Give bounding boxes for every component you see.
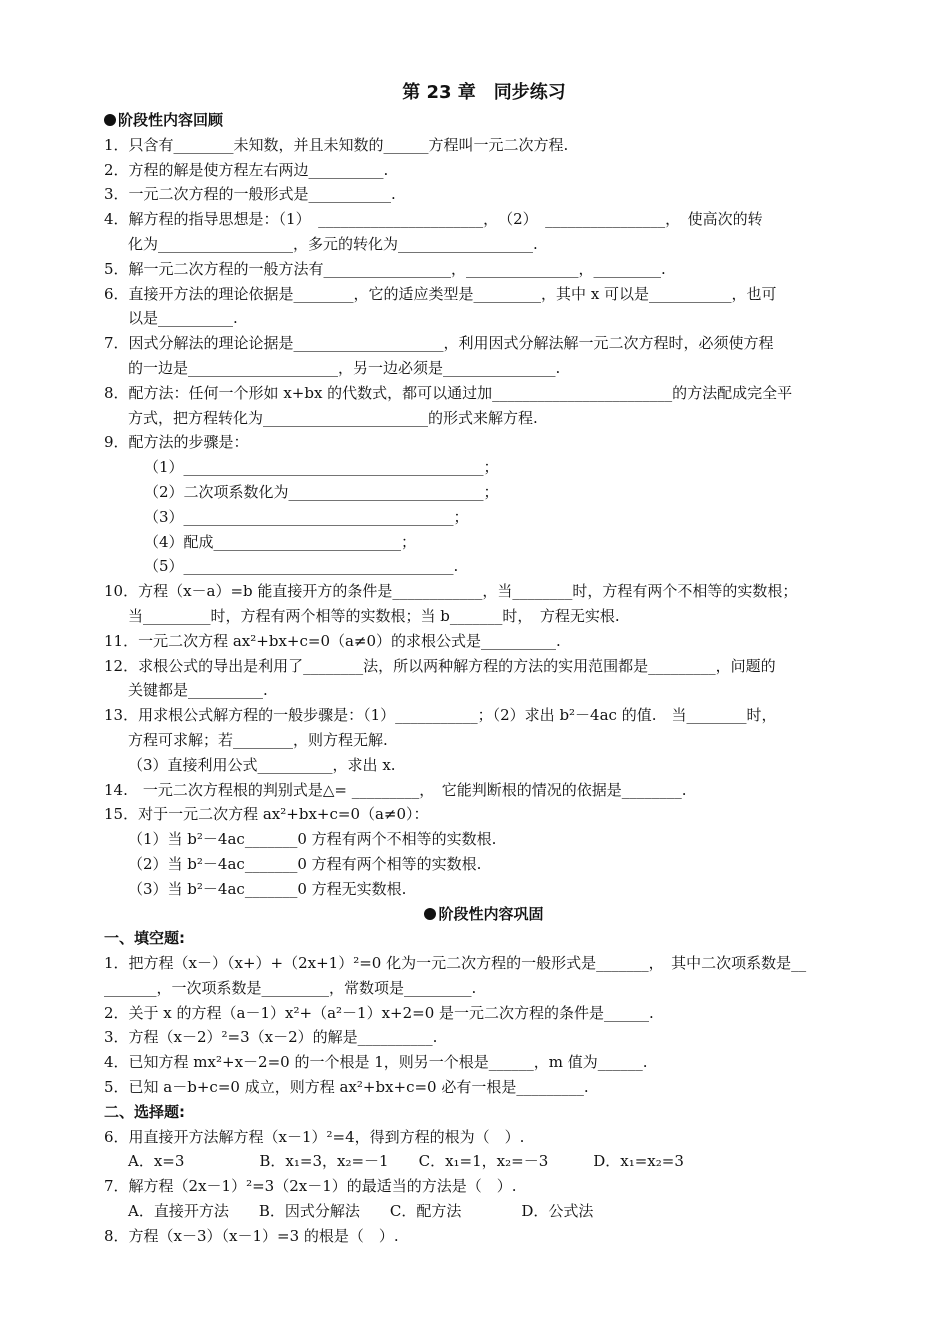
question-line: 化为__________________，多元的转化为__________________.	[128, 234, 538, 253]
step-line: （3）当 b²－4ac_______0 方程无实数根.	[128, 879, 407, 898]
page-title: 第 23 章 同步练习	[402, 82, 566, 103]
question-line: 7．解方程（2x－1）²=3（2x－1）的最适当的方法是（ ）.	[104, 1177, 517, 1196]
question-line: 2．关于 x 的方程（a－1）x²+（a²－1）x+2=0 是一元二次方程的条件是______.	[104, 1003, 654, 1022]
question-line: 11．一元二次方程 ax²+bx+c=0（a≠0）的求根公式是__________.	[104, 631, 561, 650]
question-line: 当_________时，方程有两个相等的实数根；当 b_______时， 方程无实根.	[128, 606, 620, 625]
question-line: （3）直接利用公式__________，求出 x.	[128, 755, 396, 774]
step-line: （2）二次项系数化为__________________________；	[144, 482, 499, 501]
question-line: 10．方程（x－a）=b 能直接开方的条件是____________，当________时，方程有两个不相等的实数根；	[104, 582, 798, 601]
question-line: 4．解方程的指导思想是：（1） ______________________， （2） ________________， 使高次的转	[104, 210, 763, 229]
section-heading-choice: 二、选择题:	[104, 1102, 185, 1121]
step-line: （1）当 b²－4ac_______0 方程有两个不相等的实数根.	[128, 830, 497, 849]
step-line: （3）____________________________________；	[144, 507, 469, 526]
question-line: 8．方程（x－3）（x－1）=3 的根是（ ）.	[104, 1226, 399, 1245]
step-line: （1）________________________________________；	[144, 458, 499, 477]
question-line: 6．用直接开方法解方程（x－1）²=4，得到方程的根为（ ）.	[104, 1127, 525, 1146]
step-line: （4）配成_________________________；	[144, 532, 417, 551]
question-line: 1．把方程（x－）（x+）+（2x+1）²=0 化为一元二次方程的一般形式是_______， 其中二次项系数是__	[104, 954, 807, 973]
options-line: A．直接开方法 B．因式分解法 C．配方法 D．公式法	[128, 1202, 594, 1221]
bullet-dot-icon	[104, 114, 116, 126]
question-line: 13．用求根公式解方程的一般步骤是：（1）___________；（2）求出 b²－4ac 的值. 当________时，	[104, 706, 777, 725]
question-line: 以是__________.	[128, 309, 238, 328]
question-line: 关键都是__________.	[128, 681, 268, 700]
question-line: 7．因式分解法的理论论据是____________________，利用因式分解法解一元二次方程时，必须使方程	[104, 334, 774, 353]
question-line: 2．方程的解是使方程左右两边__________.	[104, 160, 389, 179]
question-line: 6．直接开方法的理论依据是________，它的适应类型是_________，其中 x 可以是___________，也可	[104, 284, 777, 303]
question-line: _______，一次项系数是_________，常数项是_________.	[104, 978, 477, 997]
question-line: 的一边是____________________，另一边必须是_______________.	[128, 358, 561, 377]
question-line: 9．配方法的步骤是：	[104, 433, 249, 452]
step-line: （5）____________________________________.	[144, 557, 459, 576]
question-line: 方程可求解；若________，则方程无解.	[128, 730, 388, 749]
question-line: 15．对于一元二次方程 ax²+bx+c=0（a≠0）：	[104, 805, 429, 824]
question-line: 8．配方法：任何一个形如 x+bx 的代数式，都可以通过加________________________的方法配成完全平	[104, 383, 793, 402]
question-line: 4．已知方程 mx²+x－2=0 的一个根是 1，则另一个根是______，m 值为______.	[104, 1053, 648, 1072]
section-heading-consolidate: 阶段性内容巩固	[104, 902, 864, 927]
section-heading-fill: 一、填空题:	[104, 929, 185, 948]
question-line: 5．已知 a－b+c=0 成立，则方程 ax²+bx+c=0 必有一根是_________.	[104, 1078, 589, 1097]
bullet-dot-icon	[424, 908, 436, 920]
question-line: 3．一元二次方程的一般形式是___________.	[104, 185, 396, 204]
question-line: 3．方程（x－2）²=3（x－2）的解是__________.	[104, 1028, 438, 1047]
step-line: （2）当 b²－4ac_______0 方程有两个相等的实数根.	[128, 854, 482, 873]
question-line: 方式，把方程转化为______________________的形式来解方程.	[128, 408, 538, 427]
options-line: A．x=3 B．x₁=3，x₂=－1 C．x₁=1，x₂=－3 D．x₁=x₂=3	[128, 1152, 684, 1171]
question-line: 12．求根公式的导出是利用了________法，所以两种解方程的方法的实用范围都是_________，问题的	[104, 656, 776, 675]
question-line: 1．只含有________未知数，并且未知数的______方程叫一元二次方程.	[104, 135, 569, 154]
question-line: 5．解一元二次方程的一般方法有_________________，_______________，_________.	[104, 259, 666, 278]
question-line: 14. 一元二次方程根的判别式是△= _________， 它能判断根的情况的依据是________.	[104, 780, 687, 799]
section-heading-review: 阶段性内容回顾	[104, 108, 864, 133]
